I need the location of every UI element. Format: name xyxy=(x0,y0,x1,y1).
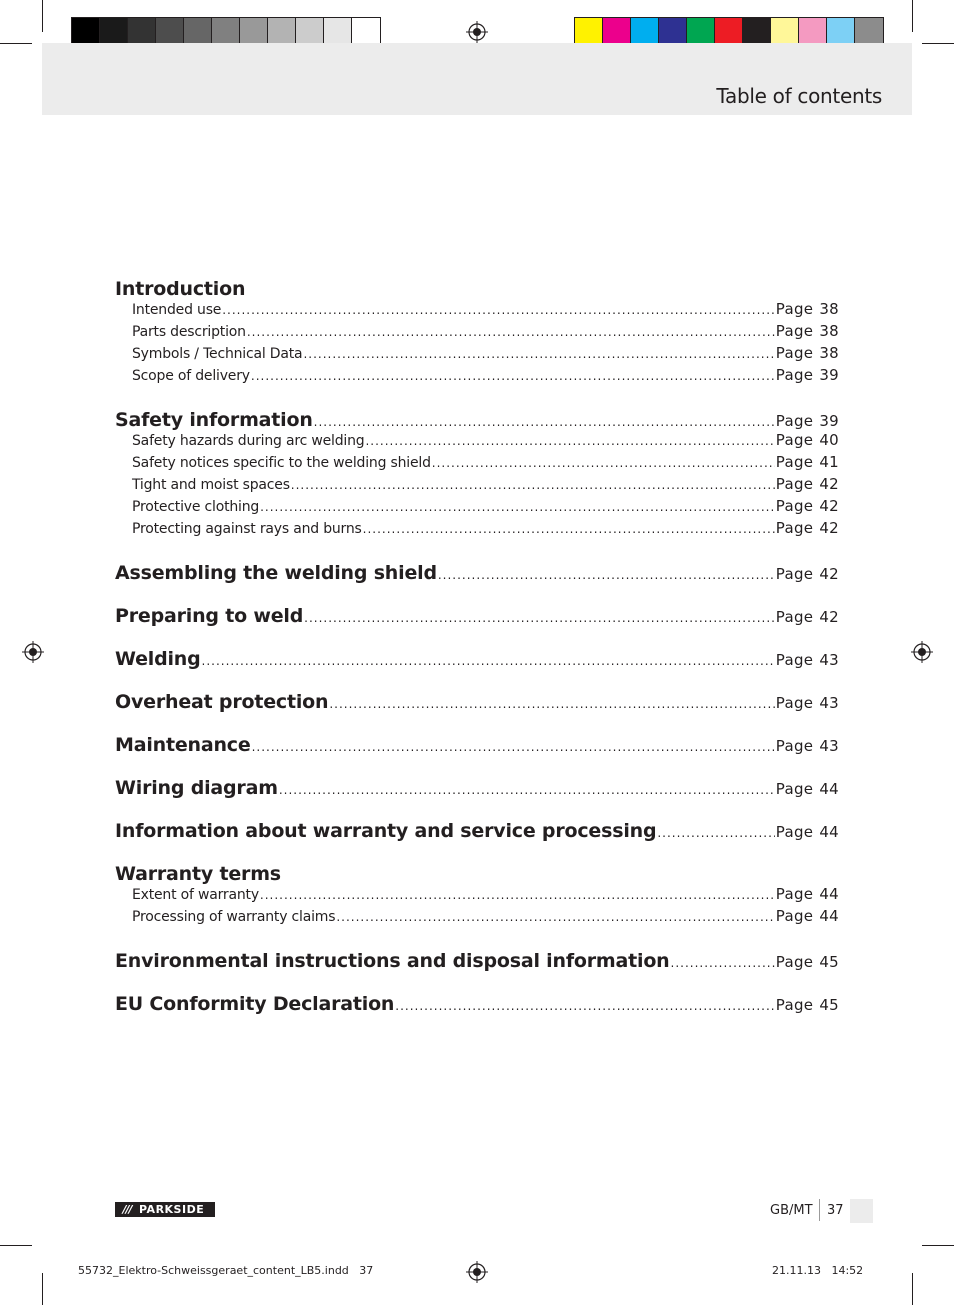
page-ref xyxy=(776,300,839,318)
slug-timestamp: 21.11.13 14:52 xyxy=(772,1264,864,1277)
color-swatch xyxy=(575,18,603,46)
toc-sub-entry xyxy=(115,366,839,388)
page-ref-number: 44 xyxy=(819,780,839,798)
crop-mark xyxy=(0,1245,32,1246)
dot-leader xyxy=(222,303,775,317)
page-ref xyxy=(776,780,839,798)
page-ref xyxy=(776,694,839,712)
registration-mark-icon xyxy=(911,641,933,663)
toc-section-entry xyxy=(115,691,839,713)
dot-leader xyxy=(304,611,775,625)
logo-stripes-icon: /// xyxy=(122,1203,132,1216)
dot-leader xyxy=(395,999,775,1013)
color-swatch xyxy=(659,18,687,46)
page-ref-number: 41 xyxy=(819,453,839,471)
page-ref-number: 42 xyxy=(819,565,839,583)
page-word: Page xyxy=(775,907,814,925)
color-swatch xyxy=(799,18,827,46)
page-ref xyxy=(776,453,839,471)
page-title: Table of contents xyxy=(716,84,882,108)
table-of-contents xyxy=(115,278,839,1015)
page-ref xyxy=(776,344,839,362)
page-ref xyxy=(776,996,839,1014)
page-word: Page xyxy=(775,412,814,430)
page-ref-number: 38 xyxy=(819,300,839,318)
page-number: 37 xyxy=(827,1203,844,1218)
page-word: Page xyxy=(775,344,814,362)
page-word: Page xyxy=(775,823,814,841)
page-word: Page xyxy=(775,737,814,755)
color-swatch xyxy=(324,18,352,46)
color-swatch xyxy=(855,18,883,46)
page-word: Page xyxy=(775,651,814,669)
toc-sub-entry xyxy=(115,907,839,929)
color-swatch xyxy=(212,18,240,46)
footer-divider xyxy=(819,1199,820,1221)
toc-sub-entry-label: Protecting against rays and burns xyxy=(132,521,362,537)
page-ref-number: 43 xyxy=(819,737,839,755)
dot-leader xyxy=(291,478,775,492)
color-swatch xyxy=(687,18,715,46)
dot-leader xyxy=(438,568,775,582)
page-ref xyxy=(776,651,839,669)
toc-section-entry xyxy=(115,993,839,1015)
registration-mark-icon xyxy=(466,21,488,43)
page-word: Page xyxy=(775,519,814,537)
page-ref xyxy=(776,885,839,903)
color-swatch xyxy=(827,18,855,46)
slug-filename: 55732_Elektro-Schweissgeraet_content_LB5.indd 37 xyxy=(78,1264,374,1277)
toc-section-entry xyxy=(115,409,839,431)
color-swatch xyxy=(603,18,631,46)
color-swatch xyxy=(72,18,100,46)
logo-wordmark: PARKSIDE xyxy=(139,1203,205,1216)
footer-tab-box xyxy=(850,1199,873,1223)
page-word: Page xyxy=(775,453,814,471)
page-ref xyxy=(776,412,839,430)
toc-section-entry-label: Information about warranty and service processing xyxy=(115,820,657,842)
page-ref xyxy=(776,565,839,583)
toc-sub-entry xyxy=(115,300,839,322)
color-swatch xyxy=(268,18,296,46)
color-swatch xyxy=(743,18,771,46)
color-swatch xyxy=(128,18,156,46)
page-ref-number: 42 xyxy=(819,519,839,537)
color-swatch xyxy=(184,18,212,46)
dot-leader xyxy=(365,434,774,448)
toc-sub-entry xyxy=(115,344,839,366)
page-ref-number: 45 xyxy=(819,953,839,971)
language-code: GB/MT xyxy=(770,1203,813,1218)
toc-section-entry xyxy=(115,562,839,584)
color-swatch xyxy=(715,18,743,46)
page-ref-number: 43 xyxy=(819,651,839,669)
page-ref-number: 45 xyxy=(819,996,839,1014)
toc-section-entry-label: Wiring diagram xyxy=(115,777,278,799)
color-swatch xyxy=(296,18,324,46)
dot-leader xyxy=(336,910,774,924)
page-ref-number: 44 xyxy=(819,823,839,841)
toc-sub-entry-label: Safety notices specific to the welding shield xyxy=(132,455,431,471)
dot-leader xyxy=(657,826,774,840)
toc-section-entry-label: Overheat protection xyxy=(115,691,329,713)
page-ref-number: 44 xyxy=(819,907,839,925)
dot-leader xyxy=(314,415,775,429)
toc-section-entry xyxy=(115,605,839,627)
page-ref xyxy=(776,497,839,515)
page-ref-number: 39 xyxy=(819,412,839,430)
color-swatch xyxy=(771,18,799,46)
toc-sub-entry xyxy=(115,475,839,497)
toc-sub-entry xyxy=(115,519,839,541)
dot-leader xyxy=(303,347,774,361)
page-word: Page xyxy=(775,431,814,449)
page-word: Page xyxy=(775,953,814,971)
toc-section-entry-label: Environmental instructions and disposal information xyxy=(115,950,670,972)
registration-mark-icon xyxy=(22,641,44,663)
crop-mark xyxy=(42,1273,43,1305)
dot-leader xyxy=(260,500,775,514)
toc-section-entry-label: Assembling the welding shield xyxy=(115,562,437,584)
toc-section-entry-label: Welding xyxy=(115,648,201,670)
toc-section-heading: Warranty terms xyxy=(115,863,281,885)
toc-section-entry xyxy=(115,734,839,756)
dot-leader xyxy=(247,325,775,339)
dot-leader xyxy=(329,697,774,711)
dot-leader xyxy=(671,956,775,970)
toc-sub-entry-label: Scope of delivery xyxy=(132,368,250,384)
page-ref-number: 39 xyxy=(819,366,839,384)
toc-section-entry-label: Safety information xyxy=(115,409,313,431)
toc-sub-entry-label: Protective clothing xyxy=(132,499,260,515)
color-swatch xyxy=(352,18,380,46)
dot-leader xyxy=(251,369,775,383)
dot-leader xyxy=(202,654,775,668)
page-ref-number: 38 xyxy=(819,344,839,362)
page-word: Page xyxy=(775,366,814,384)
page-word: Page xyxy=(775,694,814,712)
page-word: Page xyxy=(775,608,814,626)
crop-mark xyxy=(0,43,32,44)
toc-section-entry-label: Preparing to weld xyxy=(115,605,304,627)
page-word: Page xyxy=(775,996,814,1014)
page-ref xyxy=(776,366,839,384)
parkside-logo xyxy=(115,1202,215,1217)
page-ref xyxy=(776,608,839,626)
dot-leader xyxy=(279,783,775,797)
toc-sub-entry-label: Extent of warranty xyxy=(132,887,259,903)
toc-section-entry-label: Maintenance xyxy=(115,734,251,756)
page-ref-number: 40 xyxy=(819,431,839,449)
page-ref xyxy=(776,823,839,841)
page-ref xyxy=(776,431,839,449)
toc-section-heading: Introduction xyxy=(115,278,246,300)
crop-mark xyxy=(912,0,913,32)
page-word: Page xyxy=(775,780,814,798)
page-ref xyxy=(776,475,839,493)
dot-leader xyxy=(363,522,775,536)
dot-leader xyxy=(252,740,775,754)
toc-sub-entry-label: Symbols / Technical Data xyxy=(132,346,303,362)
toc-section-entry xyxy=(115,950,839,972)
color-swatch xyxy=(100,18,128,46)
page-ref-number: 43 xyxy=(819,694,839,712)
page-word: Page xyxy=(775,885,814,903)
page-ref-number: 42 xyxy=(819,497,839,515)
page-ref-number: 42 xyxy=(819,475,839,493)
page-word: Page xyxy=(775,475,814,493)
page-ref xyxy=(776,737,839,755)
toc-sub-entry xyxy=(115,453,839,475)
color-swatch xyxy=(156,18,184,46)
toc-sub-entry-label: Processing of warranty claims xyxy=(132,909,336,925)
page-word: Page xyxy=(775,300,814,318)
page-ref-number: 38 xyxy=(819,322,839,340)
page-ref xyxy=(776,953,839,971)
registration-mark-icon xyxy=(466,1261,488,1283)
crop-mark xyxy=(42,0,43,32)
page-ref xyxy=(776,322,839,340)
page-ref xyxy=(776,519,839,537)
toc-section-entry xyxy=(115,648,839,670)
toc-sub-entry xyxy=(115,497,839,519)
dot-leader xyxy=(260,888,775,902)
toc-sub-entry xyxy=(115,431,839,453)
page-word: Page xyxy=(775,565,814,583)
dot-leader xyxy=(432,456,775,470)
page-ref-number: 42 xyxy=(819,608,839,626)
color-swatch xyxy=(240,18,268,46)
toc-section-entry xyxy=(115,777,839,799)
page-ref-number: 44 xyxy=(819,885,839,903)
page-word: Page xyxy=(775,497,814,515)
color-swatch xyxy=(631,18,659,46)
toc-sub-entry xyxy=(115,885,839,907)
toc-sub-entry-label: Parts description xyxy=(132,324,246,340)
toc-sub-entry-label: Safety hazards during arc welding xyxy=(132,433,365,449)
crop-mark xyxy=(912,1273,913,1305)
toc-sub-entry-label: Tight and moist spaces xyxy=(132,477,290,493)
page-ref xyxy=(776,907,839,925)
crop-mark xyxy=(922,43,954,44)
toc-sub-entry-label: Intended use xyxy=(132,302,222,318)
toc-section-entry-label: EU Conformity Declaration xyxy=(115,993,395,1015)
toc-section-entry xyxy=(115,820,839,842)
crop-mark xyxy=(922,1245,954,1246)
page-word: Page xyxy=(775,322,814,340)
toc-sub-entry xyxy=(115,322,839,344)
